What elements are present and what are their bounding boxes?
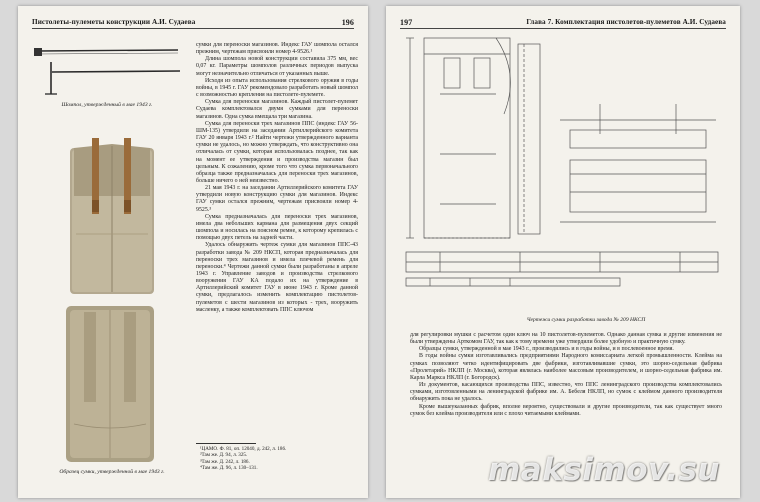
right-page-number: 197 xyxy=(400,18,413,27)
ramrod-photo xyxy=(32,40,182,98)
left-running-head xyxy=(32,16,354,29)
paragraph: Сумка для переноски трех магазинов ППС (индекс ГАУ 56-ШМ-135) утвердили на заседании Артиллерийского комитета ГАУ 20 января 1943 г.² Найти чертежи утвержденного варианта сумки не удалось, но можно утверждать, что конструктивно она отличалась от сумки, которая использовалась позднее, так как на момент ее утверждения и производства магазин был цельным. К сожалению, кроме того что сумка первоначального образца также предназначалась для переноски трех магазинов, больше ничего о ней неизвестно. xyxy=(196,120,358,184)
paragraph: Длина шомпола новой конструкции составила 375 мм, вес 0,07 кг. Параметры шомполов различных периодов выпуска могут незначительно отличаться от указанных выше. xyxy=(196,56,358,77)
ramrod-caption: Шомпол, утвержденный в мае 1943 г. xyxy=(61,102,153,108)
paragraph: Сумка предназначалась для переноски трех магазинов, имела два небольших кармана для размещения двух секций шомпола и носилась на поясном ремне, к которому крепилась с помощью двух петель на задней части. xyxy=(196,213,358,242)
footnote: ²Там же. Д. 94, л. 325. xyxy=(200,452,248,459)
pouch-caption: Образец сумки, утвержденной в мае 1943 г. xyxy=(59,469,165,475)
right-running-head xyxy=(400,16,726,29)
footnote: ⁴Там же. Д. 96, л. 130–131. xyxy=(200,465,258,472)
right-running-title: Глава 7. Комплектация пистолетов-пулеметов А.И. Судаева xyxy=(526,18,726,26)
pouch-technical-drawing xyxy=(400,34,726,312)
drawing-caption: Чертежи сумки разработки завода № 209 НКСП xyxy=(526,317,646,323)
paragraph: Образцы сумки, утвержденной в мае 1943 г., производились и в годы войны, и в послевоенное время. xyxy=(419,346,674,353)
paragraph: Кроме вышеуказанных фабрик, вполне вероятно, существовали и другие производители, так как существует много сумок без клейма производителя или с плохо читаемыми клеймами. xyxy=(410,403,722,417)
paragraph: 21 мая 1943 г. на заседании Артиллерийского комитета ГАУ утвердили новую конструкцию сумки для магазинов. Индекс ГАУ сумки остался прежним, чертежам присвоили номер 4-9525.³ xyxy=(196,185,358,213)
right-page xyxy=(386,6,740,498)
left-footnotes xyxy=(200,446,358,472)
right-text-column xyxy=(410,332,722,418)
pouch-photo-back xyxy=(62,304,158,464)
paragraph: Исходя из опыта использования стрелкового оружия в годы войны, в 1945 г. ГАУ рекомендовало разработать новый шомпол с возможностью крепления на пистолете-пулемете. xyxy=(196,77,358,99)
footnote: ³Там же. Д. 242, л. 186. xyxy=(200,458,250,465)
watermark-text: maksimov.su xyxy=(488,452,720,488)
footnote-rule xyxy=(196,443,256,444)
pouch-photo-front xyxy=(66,134,158,296)
paragraph: сумки для переноски магазинов. Индекс ГАУ шомпола остался прежним, чертежам присвоили номер 4-9526.¹ xyxy=(196,42,358,56)
left-text-column xyxy=(196,42,358,314)
left-page-number: 196 xyxy=(341,18,354,27)
left-running-title: Пистолеты-пулеметы конструкции А.И. Судаева xyxy=(32,18,196,26)
paragraph: Из документов, касающихся производства ППС, известно, что ППС ленинградского производства комплектовались сумками, изготовленными на ленинградской фабрике им. А. Бебеля НКЛП, но сумок с клеймом данного производителя обнаружить пока не удалось. xyxy=(410,382,722,403)
paragraph: В годы войны сумки изготавливались предприятиями Народного комиссариата легкой промышленности. Клейма на сумках позволяют четко идентифицировать две фабрики, изготавливавшие сумки, это шорно-седельная фабрика «Пролетарий» НКЛП (г. Москва), которая являлась наиболее массовым производителем, и шорно-седельная фабрика им. Карла Маркса НКЛП (г. Богородск). xyxy=(410,353,722,381)
footnote: ¹ЦАМО. Ф. 81, оп. 12040, д. 242, л. 186. xyxy=(200,446,287,452)
left-page xyxy=(18,6,368,498)
paragraph: для регулировки мушки с расчетом один ключ на 10 пистолетов-пулеметов. Однако данная сумка и другие изменения не были утверждены Арткомом ГАУ, так как к тому времени уже утвердили более удобную и практичную сумку. xyxy=(410,332,722,346)
paragraph: Удалось обнаружить чертеж сумки для магазинов ППС-43 разработки завода № 209 НКСП, которая предназначалась для переноски трех магазинов и имела плечевой ремень для переноски.⁴ Чертежи данной сумки были разработаны в апреле 1943 г. Управление заводов и производства стрелкового вооружения ГАУ КА подало их на утверждение в Артиллерийский комитет ГАУ в июне 1943 г. Кроме данной сумки, предлагалось изменить комплектацию пистолетов-пулеметов с шести магазинов из которых - трех, вооружить масленку, а также комплектовать ППС ключом xyxy=(196,242,358,313)
paragraph: Сумка для переноски магазинов. Каждый пистолет-пулемет Судаева комплектовался двумя сумками для переноски магазинов. Одна сумка вмещала три магазина. xyxy=(196,99,358,120)
